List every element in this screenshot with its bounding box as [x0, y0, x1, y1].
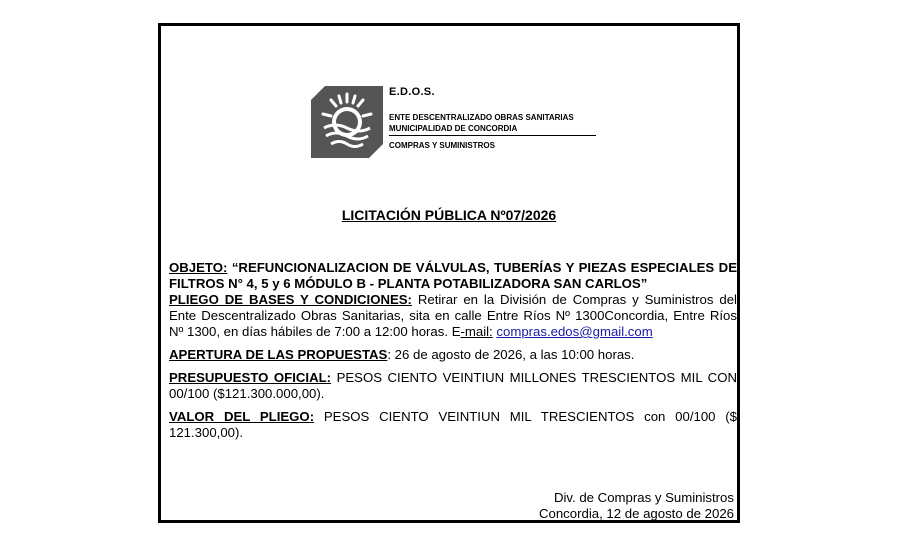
org-department: COMPRAS Y SUMINISTROS: [389, 141, 495, 150]
sun-waves-emblem-icon: [311, 86, 383, 158]
objeto-label: OBJETO:: [169, 260, 228, 275]
pliego-text: Retirar en la División de Compras y Suministros del Ente Descentralizado Obras Sanitarias, sita en calle Entre Ríos Nº 1300Concordia, Entre Ríos Nº 1300, en días hábiles de 7:00 a 12:00 horas. E: [169, 292, 737, 339]
notice-frame: [158, 23, 740, 523]
notice-body: [169, 260, 737, 441]
presupuesto-text: PESOS CIENTO VEINTIUN MILLONES TRESCIENTOS MIL CON 00/100 ($121.300.000,00).: [169, 370, 737, 401]
org-name: ENTE DESCENTRALIZADO OBRAS SANITARIAS: [389, 113, 574, 122]
org-municipality: MUNICIPALIDAD DE CONCORDIA: [389, 124, 518, 133]
notice-title: LICITACIÓN PÚBLICA Nº07/2026: [341, 207, 557, 223]
org-acronym: E.D.O.S.: [389, 86, 435, 98]
email-label: -mail:: [460, 324, 493, 339]
signature-block: [539, 490, 734, 522]
signature-division: Div. de Compras y Suministros: [553, 490, 734, 505]
apertura-label: APERTURA DE LAS PROPUESTAS: [169, 347, 388, 362]
presupuesto-paragraph: [169, 370, 737, 402]
valor-label: VALOR DEL PLIEGO:: [169, 409, 315, 424]
valor-text: PESOS CIENTO VEINTIUN MIL TRESCIENTOS con 00/100 ($ 121.300,00).: [169, 409, 738, 440]
valor-paragraph: [169, 409, 737, 441]
letterhead: [311, 82, 611, 162]
pliego-label: PLIEGO DE BASES Y CONDICIONES:: [169, 292, 412, 307]
letterhead-text: [389, 82, 599, 150]
apertura-text: : 26 de agosto de 2026, a las 10:00 horas.: [387, 347, 635, 362]
pliego-paragraph: [169, 292, 737, 340]
objeto-text: “REFUNCIONALIZACION DE VÁLVULAS, TUBERÍAS Y PIEZAS ESPECIALES DE FILTROS N° 4, 5 y 6 MÓDULO B - PLANTA POTABILIZADORA SAN CARLOS”: [169, 260, 737, 291]
email-link[interactable]: compras.edos@gmail.com: [496, 324, 653, 339]
presupuesto-label: PRESUPUESTO OFICIAL:: [169, 370, 332, 385]
apertura-paragraph: [169, 347, 737, 363]
signature-date: Concordia, 12 de agosto de 2026: [538, 506, 734, 521]
letterhead-divider: [389, 135, 596, 136]
objeto-paragraph: [169, 260, 737, 292]
